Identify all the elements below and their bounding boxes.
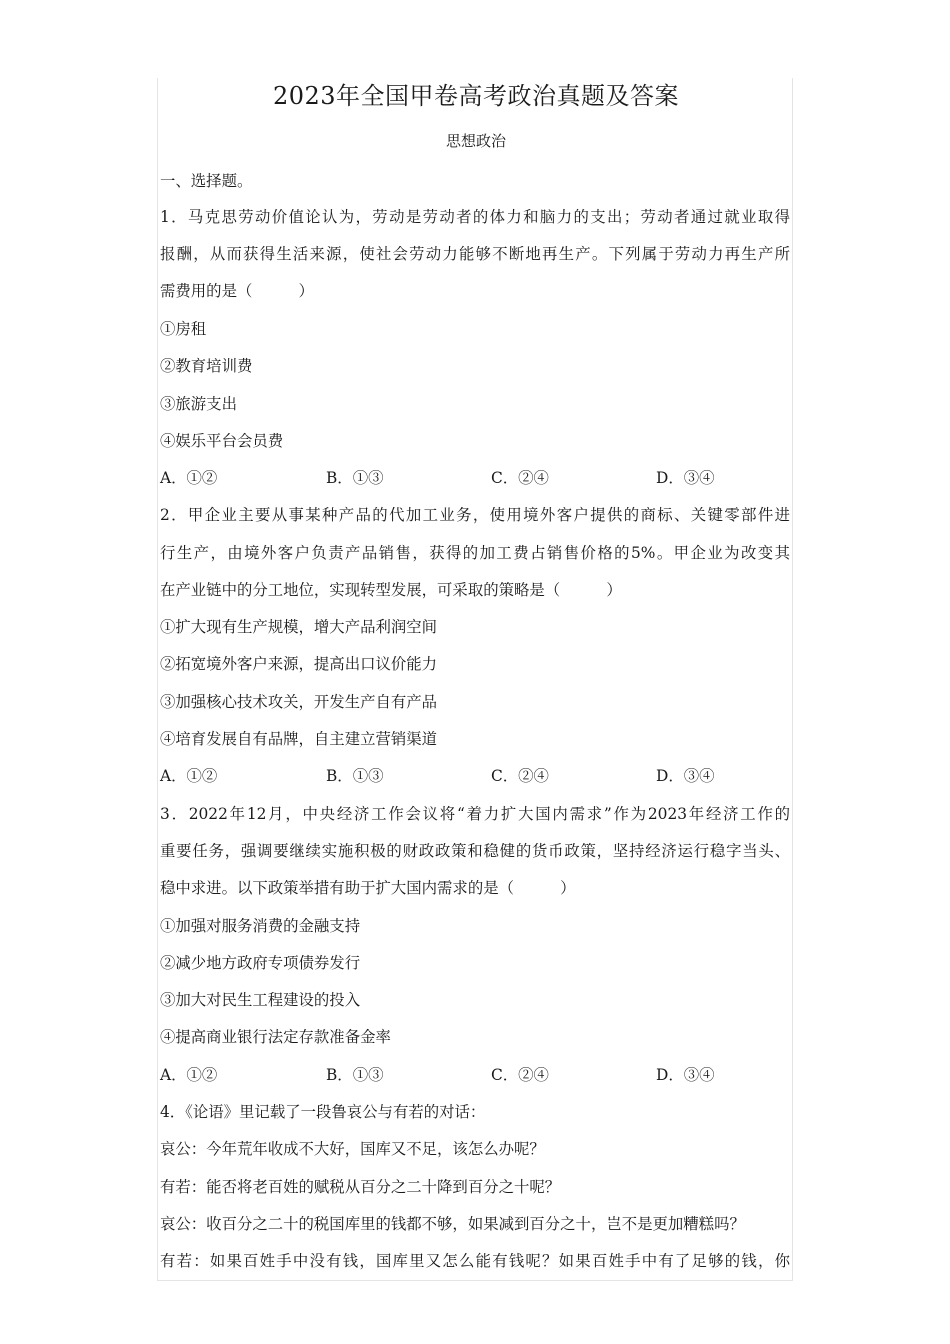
- document-subtitle: 思想政治: [445, 132, 506, 150]
- question-1-choice-b: B．①③: [326, 469, 384, 487]
- question-3-stem-line: 稳中求进。以下政策举措有助于扩大国内需求的是（ ）: [160, 879, 576, 897]
- question-1-stem-line: 需费用的是（ ）: [160, 282, 314, 300]
- question-4-stem-line: 4．《论语》里记载了一段鲁哀公与有若的对话：: [160, 1103, 486, 1121]
- question-4-dialogue-line: 哀公：收百分之二十的税国库里的钱都不够，如果减到百分之十，岂不是更加糟糕吗？: [160, 1215, 745, 1233]
- question-2-stem-line: 2．甲企业主要从事某种产品的代加工业务，使用境外客户提供的商标、关键零部件进: [160, 506, 790, 524]
- question-3-choice-d: D．③④: [656, 1066, 715, 1084]
- question-3-item: ②减少地方政府专项债券发行: [160, 954, 361, 972]
- question-3-stem-line: 3．2022年12月，中央经济工作会议将“着力扩大国内需求”作为2023年经济工作的: [160, 805, 790, 823]
- question-1-item: ①房租: [160, 320, 207, 338]
- question-4-dialogue-line: 有若：能否将老百姓的赋税从百分之二十降到百分之十呢？: [160, 1178, 561, 1196]
- question-1-choice-c: C．②④: [491, 469, 549, 487]
- question-3-choice-c: C．②④: [491, 1066, 549, 1084]
- question-2-item: ①扩大现有生产规模，增大产品利润空间: [160, 618, 438, 636]
- question-4-dialogue-line: 有若：如果百姓手中没有钱，国库里又怎么能有钱呢？如果百姓手中有了足够的钱，你: [160, 1252, 790, 1270]
- question-1-item: ②教育培训费: [160, 357, 253, 375]
- question-2-item: ④培育发展自有品牌，自主建立营销渠道: [160, 730, 438, 748]
- question-2-stem-line: 在产业链中的分工地位，实现转型发展，可采取的策略是（ ）: [160, 581, 622, 599]
- question-1-choice-d: D．③④: [656, 469, 715, 487]
- question-3-item: ③加大对民生工程建设的投入: [160, 991, 361, 1009]
- document-page: [157, 78, 793, 1281]
- question-2-stem-line: 行生产，由境外客户负责产品销售，获得的加工费占销售价格的5%。甲企业为改变其: [160, 544, 790, 562]
- question-3-item: ④提高商业银行法定存款准备金率: [160, 1028, 391, 1046]
- question-1-item: ④娱乐平台会员费: [160, 432, 284, 450]
- question-1-item: ③旅游支出: [160, 395, 237, 413]
- question-2-item: ②拓宽境外客户来源，提高出口议价能力: [160, 655, 438, 673]
- question-3-item: ①加强对服务消费的金融支持: [160, 917, 361, 935]
- question-1-stem-line: 报酬，从而获得生活来源，使社会劳动力能够不断地再生产。下列属于劳动力再生产所: [160, 245, 790, 263]
- question-2-choice-c: C．②④: [491, 767, 549, 785]
- document-title: 2023年全国甲卷高考政治真题及答案: [272, 82, 680, 110]
- question-3-choice-b: B．①③: [326, 1066, 384, 1084]
- question-1-stem-line: 1．马克思劳动价值论认为，劳动是劳动者的体力和脑力的支出；劳动者通过就业取得: [160, 208, 790, 226]
- question-2-choice-b: B．①③: [326, 767, 384, 785]
- section-heading: 一、选择题。: [160, 172, 253, 190]
- question-2-item: ③加强核心技术攻关，开发生产自有产品: [160, 693, 438, 711]
- question-3-choice-a: A．①②: [160, 1066, 218, 1084]
- question-2-choice-a: A．①②: [160, 767, 218, 785]
- question-4-dialogue-line: 哀公：今年荒年收成不大好，国库又不足，该怎么办呢？: [160, 1140, 545, 1158]
- question-1-choice-a: A．①②: [160, 469, 218, 487]
- question-2-choice-d: D．③④: [656, 767, 715, 785]
- question-3-stem-line: 重要任务，强调要继续实施积极的财政政策和稳健的货币政策，坚持经济运行稳字当头、: [160, 842, 790, 860]
